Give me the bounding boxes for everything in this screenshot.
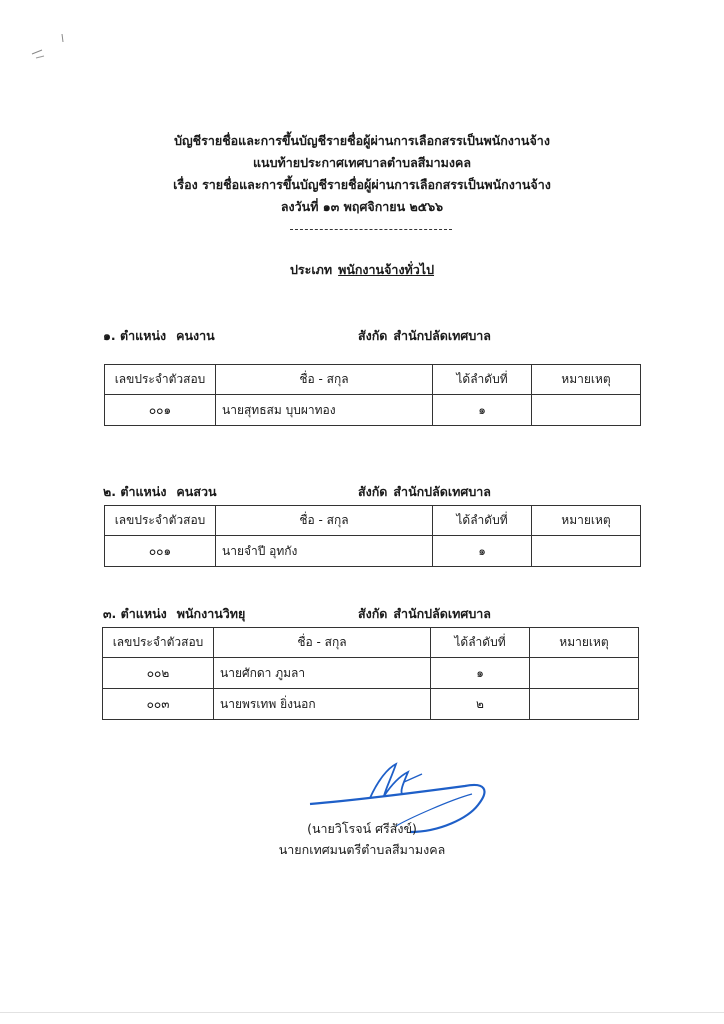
header-exam-id: เลขประจำตัวสอบ — [103, 628, 214, 658]
section-3-position-line — [103, 604, 643, 624]
table-row — [103, 689, 639, 720]
section-1-dept-label: สังกัด — [358, 328, 388, 343]
section-2-position-line — [103, 482, 643, 502]
table-row — [105, 395, 641, 426]
document-header — [0, 130, 724, 218]
header-rank: ได้ลำดับที่ — [433, 365, 532, 395]
cell-full-name: นายจำปี อุทกัง — [216, 536, 433, 567]
category-label: ประเภท — [289, 262, 333, 277]
section-1-number: ๑. ตำแหน่ง — [103, 328, 167, 343]
signatory-name: (นายวิโรจน์ ศรีสังข์) — [307, 821, 417, 836]
category-value: พนักงานจ้างทั่วไป — [338, 262, 435, 277]
header-subject: เรื่อง รายชื่อและการขึ้นบัญชีรายชื่อผู้ผ่านการเลือกสรรเป็นพนักงานจ้าง — [173, 177, 551, 192]
cell-rank: ๒ — [431, 689, 530, 720]
section-3-dept: สำนักปลัดเทศบาล — [393, 606, 491, 621]
header-attachment: แนบท้ายประกาศเทศบาลตำบลสีมามงคล — [252, 155, 472, 170]
table-header-row — [103, 628, 639, 658]
header-remark: หมายเหตุ — [530, 628, 639, 658]
section-1-position-line — [103, 326, 643, 346]
section-2-position: คนสวน — [176, 484, 217, 499]
section-3-table — [102, 627, 639, 720]
header-exam-id: เลขประจำตัวสอบ — [105, 506, 216, 536]
section-2-dept: สำนักปลัดเทศบาล — [393, 484, 491, 499]
cell-full-name: นายสุทธสม บุบผาทอง — [216, 395, 433, 426]
page-bottom-edge — [0, 1012, 724, 1013]
section-2-dept-label: สังกัด — [358, 484, 388, 499]
cell-exam-id: ๐๐๒ — [103, 658, 214, 689]
section-2-number: ๒. ตำแหน่ง — [103, 484, 167, 499]
table-header-row — [105, 506, 641, 536]
header-rank: ได้ลำดับที่ — [433, 506, 532, 536]
header-rank: ได้ลำดับที่ — [431, 628, 530, 658]
header-full-name: ชื่อ - สกุล — [216, 506, 433, 536]
employee-category — [0, 260, 724, 280]
table-row — [105, 536, 641, 567]
header-remark: หมายเหตุ — [532, 506, 641, 536]
cell-rank: ๑ — [431, 658, 530, 689]
cell-remark — [530, 658, 639, 689]
cell-exam-id: ๐๐๓ — [103, 689, 214, 720]
table-row — [103, 658, 639, 689]
header-remark: หมายเหตุ — [532, 365, 641, 395]
section-3-position: พนักงานวิทยุ — [176, 606, 246, 621]
cell-remark — [530, 689, 639, 720]
section-2-table — [104, 505, 641, 567]
section-1-dept: สำนักปลัดเทศบาล — [393, 328, 491, 343]
section-3-dept-label: สังกัด — [358, 606, 388, 621]
section-1-position: คนงาน — [176, 328, 215, 343]
header-full-name: ชื่อ - สกุล — [216, 365, 433, 395]
cell-exam-id: ๐๐๑ — [105, 536, 216, 567]
cell-remark — [532, 395, 641, 426]
cell-full-name: นายพรเทพ ยิ่งนอก — [214, 689, 431, 720]
corner-scribble-mark — [30, 32, 70, 62]
cell-remark — [532, 536, 641, 567]
section-1-table — [104, 364, 641, 426]
header-exam-id: เลขประจำตัวสอบ — [105, 365, 216, 395]
cell-rank: ๑ — [433, 536, 532, 567]
header-divider — [290, 229, 452, 230]
header-date: ลงวันที่ ๑๓ พฤศจิกายน ๒๕๖๖ — [280, 199, 444, 214]
header-full-name: ชื่อ - สกุล — [214, 628, 431, 658]
header-title: บัญชีรายชื่อและการขึ้นบัญชีรายชื่อผู้ผ่านการเลือกสรรเป็นพนักงานจ้าง — [174, 133, 550, 148]
table-header-row — [105, 365, 641, 395]
cell-full-name: นายศักดา ภูมลา — [214, 658, 431, 689]
cell-exam-id: ๐๐๑ — [105, 395, 216, 426]
section-3-number: ๓. ตำแหน่ง — [103, 606, 167, 621]
signatory-title: นายกเทศมนตรีตำบลสีมามงคล — [278, 842, 446, 857]
cell-rank: ๑ — [433, 395, 532, 426]
